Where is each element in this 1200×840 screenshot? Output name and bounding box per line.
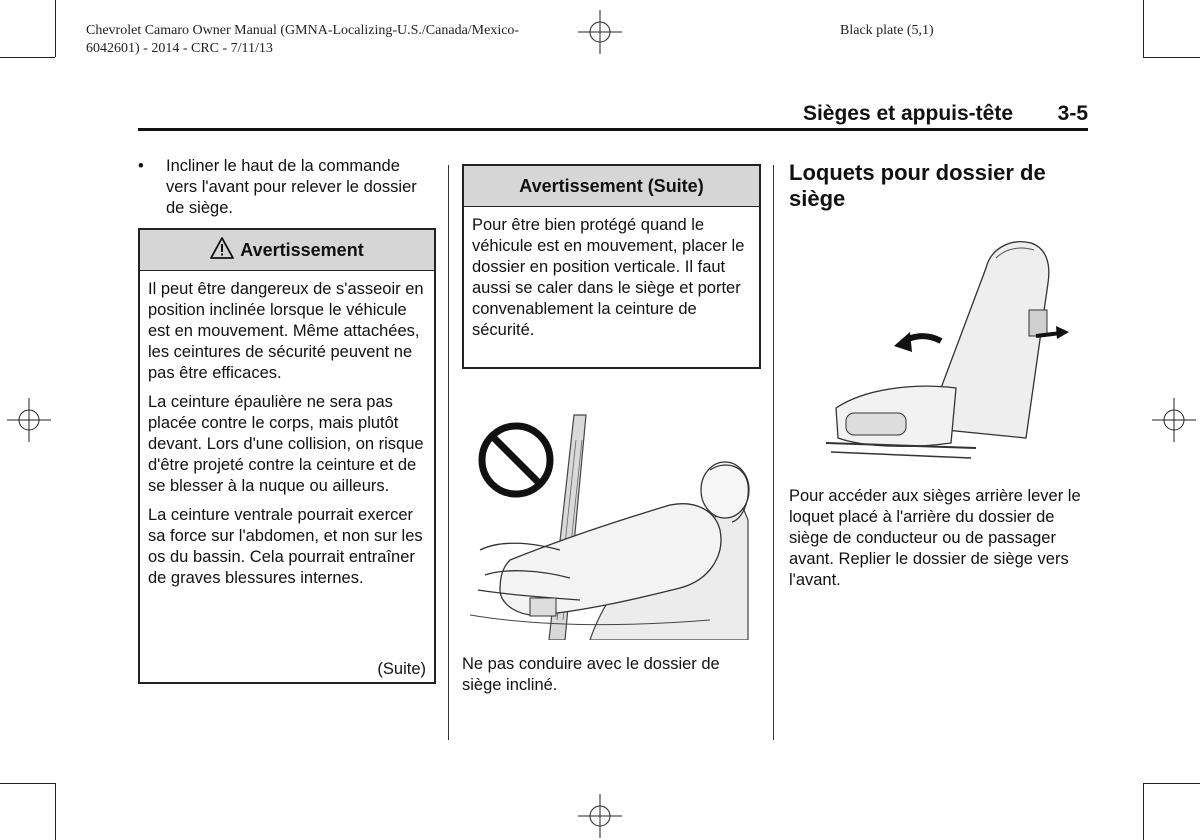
warning-continued-header: Avertissement (Suite) [464, 166, 759, 207]
warning-paragraph: Il peut être dangereux de s'asseoir en position inclinée lorsque le véhicule est en mouvement. Même attachées, les ceintures de sécurité peuvent ne pas être efficaces. [148, 280, 424, 382]
illustration-caption: Ne pas conduire avec le dossier de siège incliné. [462, 655, 720, 694]
column-divider [773, 165, 774, 740]
section-heading: Loquets pour dossier de siège [789, 160, 1046, 211]
warning-body [140, 271, 434, 589]
plate-label: Black plate (5,1) [840, 23, 934, 38]
section-header [138, 102, 1088, 128]
warning-header [140, 230, 434, 271]
crop-mark [0, 57, 55, 58]
warning-triangle-icon [210, 237, 234, 259]
crop-mark [0, 783, 55, 784]
warning-box [138, 228, 436, 684]
seat-latch-illustration [826, 238, 1076, 470]
warning-continued-box [462, 164, 761, 369]
crop-mark [1143, 783, 1200, 784]
crop-mark [1143, 57, 1200, 58]
crop-mark [1143, 0, 1144, 57]
bullet-symbol: • [138, 157, 144, 175]
bullet-text: Incliner le haut de la commande vers l'avant pour relever le dossier de siège. [166, 157, 417, 217]
registration-mark-right [1150, 396, 1198, 444]
crop-mark [55, 783, 56, 840]
header-rule [138, 128, 1088, 131]
section-title: Sièges et appuis-tête [802, 102, 1013, 125]
crop-mark [1143, 783, 1144, 840]
warning-continued-text: Pour être bien protégé quand le véhicule est en mouvement, placer le dossier en position verticale. Il faut aussi se caler dans le siège et porter convenablement la ceinture de sécurité. [472, 216, 745, 339]
bullet-item [138, 156, 438, 219]
warning-paragraph: La ceinture épaulière ne sera pas placée contre le corps, mais plutôt devant. Lors d'une collision, on risque d'être projeté contre la ceinture et de se blesser à la nuque ou ailleurs. [148, 393, 424, 495]
warning-paragraph: La ceinture ventrale pourrait exercer sa force sur l'abdomen, et non sur les os du bassin. Cela pourrait entraîner de graves blessures internes. [148, 506, 423, 587]
print-header-line2: 6042601) - 2014 - CRC - 7/11/13 [86, 41, 273, 56]
crop-mark [55, 0, 56, 57]
print-header [86, 22, 616, 58]
continued-label: (Suite) [377, 660, 426, 678]
registration-mark-left [5, 396, 53, 444]
registration-mark-bottom [576, 792, 624, 840]
warning-title: Avertissement [240, 240, 364, 260]
reclined-passenger-illustration [470, 410, 750, 640]
section-text: Pour accéder aux sièges arrière lever le loquet placé à l'arrière du dossier de siège de conducteur ou de passager avant. Replier le dossier de siège vers l'avant. [789, 487, 1081, 589]
page-number: 3-5 [1057, 102, 1088, 125]
print-header-line1: Chevrolet Camaro Owner Manual (GMNA-Localizing-U.S./Canada/Mexico- [86, 23, 520, 38]
prohibition-icon [482, 426, 550, 494]
column-divider [448, 165, 449, 740]
